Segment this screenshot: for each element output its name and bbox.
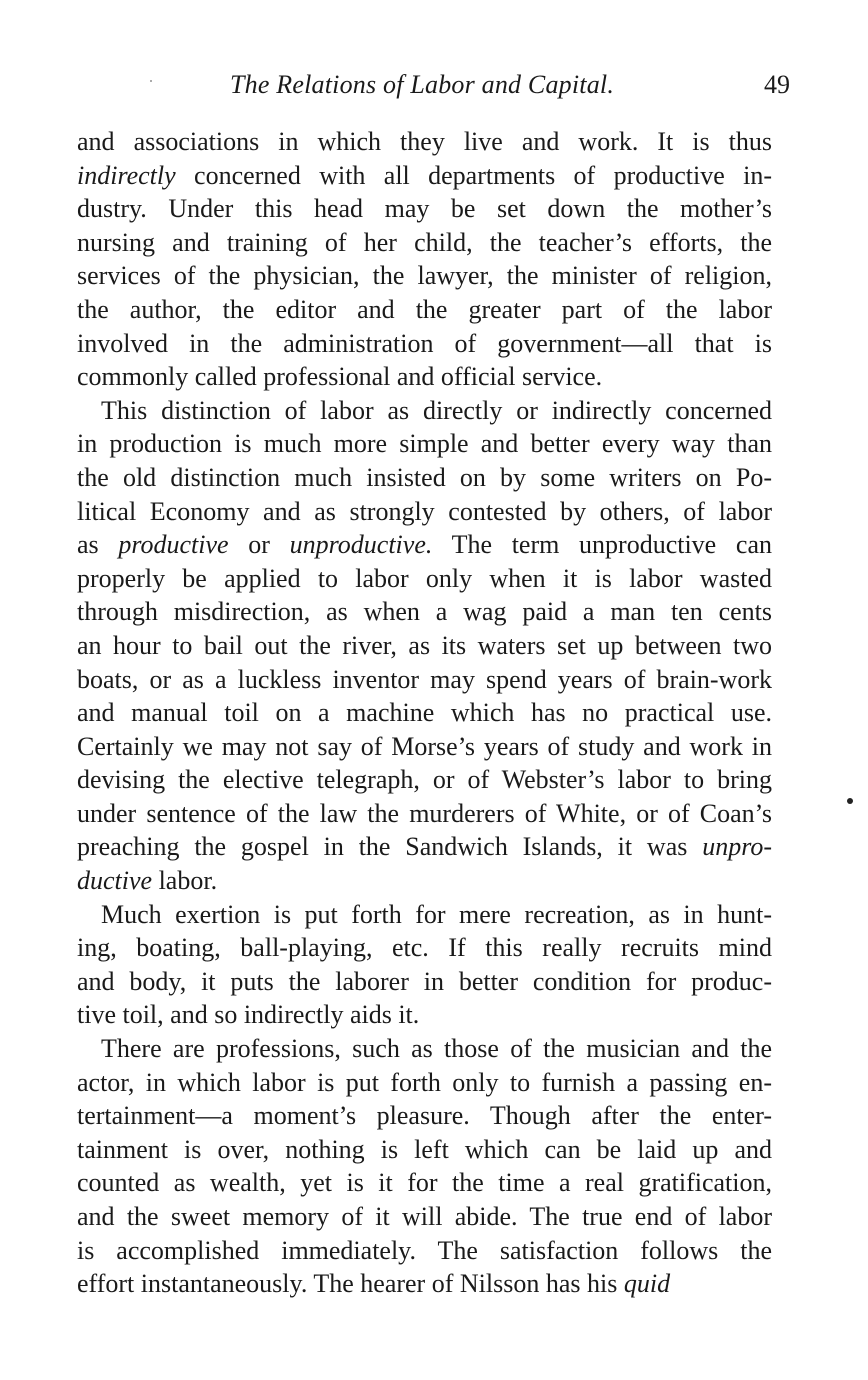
text-line bbox=[77, 125, 772, 159]
italic-text: unpro- bbox=[702, 832, 772, 862]
italic-text: quid bbox=[623, 1269, 671, 1299]
page-speck-mark bbox=[150, 80, 152, 82]
text-line bbox=[77, 830, 772, 864]
text-line bbox=[77, 495, 772, 529]
text-line bbox=[77, 663, 772, 697]
text-run: commonly called professional and official service. bbox=[77, 362, 603, 392]
text-run: labor. bbox=[152, 866, 218, 896]
text-line bbox=[77, 931, 772, 965]
text-run: tainment is over, nothing is left which can be laid up and bbox=[77, 1134, 772, 1164]
text-line bbox=[77, 1032, 772, 1066]
text-run: Certainly we may not say of Morse’s years of study and work in bbox=[77, 731, 772, 761]
text-run: There are professions, such as those of the musician and the bbox=[101, 1034, 772, 1064]
text-run: This distinction of labor as directly or indirectly concerned bbox=[101, 395, 772, 425]
text-line bbox=[77, 192, 772, 226]
text-run: and body, it puts the laborer in better condition for produc- bbox=[77, 966, 772, 996]
paragraph bbox=[77, 394, 772, 898]
text-line bbox=[77, 1234, 772, 1268]
text-line bbox=[77, 1066, 772, 1100]
italic-text: indirectly bbox=[77, 160, 176, 190]
text-line bbox=[77, 360, 772, 394]
text-line bbox=[77, 595, 772, 629]
text-run: properly be applied to labor only when it is labor wasted bbox=[77, 563, 772, 593]
text-run: nursing and training of her child, the teacher’s efforts, the bbox=[77, 227, 772, 257]
text-run: boats, or as a luckless inventor may spend years of brain-work bbox=[77, 664, 772, 694]
paragraph bbox=[77, 898, 772, 1032]
text-run: is accomplished immediately. The satisfaction follows the bbox=[77, 1235, 772, 1265]
text-line bbox=[77, 562, 772, 596]
text-run: as bbox=[77, 530, 119, 560]
text-run: dustry. Under this head may be set down the mother’s bbox=[77, 194, 772, 224]
text-line bbox=[77, 696, 772, 730]
text-run: and the sweet memory of it will abide. The true end of labor bbox=[77, 1202, 772, 1231]
text-run: ing, boating, ball-playing, etc. If this really recruits mind bbox=[77, 933, 772, 963]
text-run: concerned with all departments of productive in- bbox=[175, 160, 772, 190]
text-run: actor, in which labor is put forth only to furnish a passing en- bbox=[77, 1067, 772, 1097]
text-line bbox=[77, 763, 772, 797]
text-run: Much exertion is put forth for mere recreation, as in hunt- bbox=[101, 899, 772, 929]
text-run: and manual toil on a machine which has no practical use. bbox=[77, 698, 772, 728]
text-run: involved in the administration of government—all that is bbox=[77, 328, 772, 358]
text-line bbox=[77, 629, 772, 663]
text-run: litical Economy and as strongly contested by others, of labor bbox=[77, 496, 772, 526]
text-line bbox=[77, 226, 772, 260]
text-line bbox=[77, 427, 772, 461]
text-run: the author, the editor and the greater part of the labor bbox=[77, 294, 772, 324]
text-run: effort instantaneously. The hearer of Nilsson has his bbox=[77, 1269, 624, 1299]
page-speck-mark bbox=[847, 798, 853, 804]
italic-text: unproductive. bbox=[289, 530, 433, 560]
text-line bbox=[77, 864, 772, 898]
text-line bbox=[77, 965, 772, 999]
text-run: or bbox=[228, 530, 290, 560]
text-run: tive toil, and so indirectly aids it. bbox=[77, 1000, 420, 1030]
text-line bbox=[77, 394, 772, 428]
text-run: in production is much more simple and better every way than bbox=[77, 429, 772, 459]
text-run: devising the elective telegraph, or of Webster’s labor to bring bbox=[77, 765, 772, 795]
text-line bbox=[77, 461, 772, 495]
text-line bbox=[77, 293, 772, 327]
text-line bbox=[77, 528, 772, 562]
text-run: and associations in which they live and work. It is thus bbox=[77, 127, 772, 156]
text-run: preaching the gospel in the Sandwich Islands, it was bbox=[77, 832, 703, 862]
text-line bbox=[77, 898, 772, 932]
page-header bbox=[230, 70, 790, 110]
text-run: tertainment—a moment’s pleasure. Though after the enter- bbox=[77, 1101, 772, 1131]
text-run: The term unproductive can bbox=[432, 530, 772, 560]
running-title: The Relations of Labor and Capital. bbox=[230, 70, 615, 99]
text-line bbox=[77, 159, 772, 193]
paragraph bbox=[77, 1032, 772, 1301]
text-line bbox=[77, 730, 772, 764]
text-line bbox=[77, 797, 772, 831]
body-text bbox=[77, 125, 772, 1301]
text-line bbox=[77, 1200, 772, 1234]
text-run: counted as wealth, yet is it for the time a real gratification, bbox=[77, 1168, 772, 1198]
text-line bbox=[77, 327, 772, 361]
page-number: 49 bbox=[764, 70, 790, 99]
italic-text: ductive bbox=[77, 866, 153, 896]
text-line bbox=[77, 998, 772, 1032]
paragraph bbox=[77, 125, 772, 394]
text-run: through misdirection, as when a wag paid a man ten cents bbox=[77, 597, 772, 627]
text-run: under sentence of the law the murderers of White, or of Coan’s bbox=[77, 798, 772, 828]
text-line bbox=[77, 1166, 772, 1200]
italic-text: productive bbox=[118, 530, 229, 560]
text-line bbox=[77, 259, 772, 293]
text-line bbox=[77, 1133, 772, 1167]
text-run: services of the physician, the lawyer, the minister of religion, bbox=[77, 261, 772, 291]
text-run: the old distinction much insisted on by some writers on Po- bbox=[77, 462, 772, 492]
text-line bbox=[77, 1267, 772, 1301]
text-run: an hour to bail out the river, as its waters set up between two bbox=[77, 630, 772, 660]
text-line bbox=[77, 1099, 772, 1133]
